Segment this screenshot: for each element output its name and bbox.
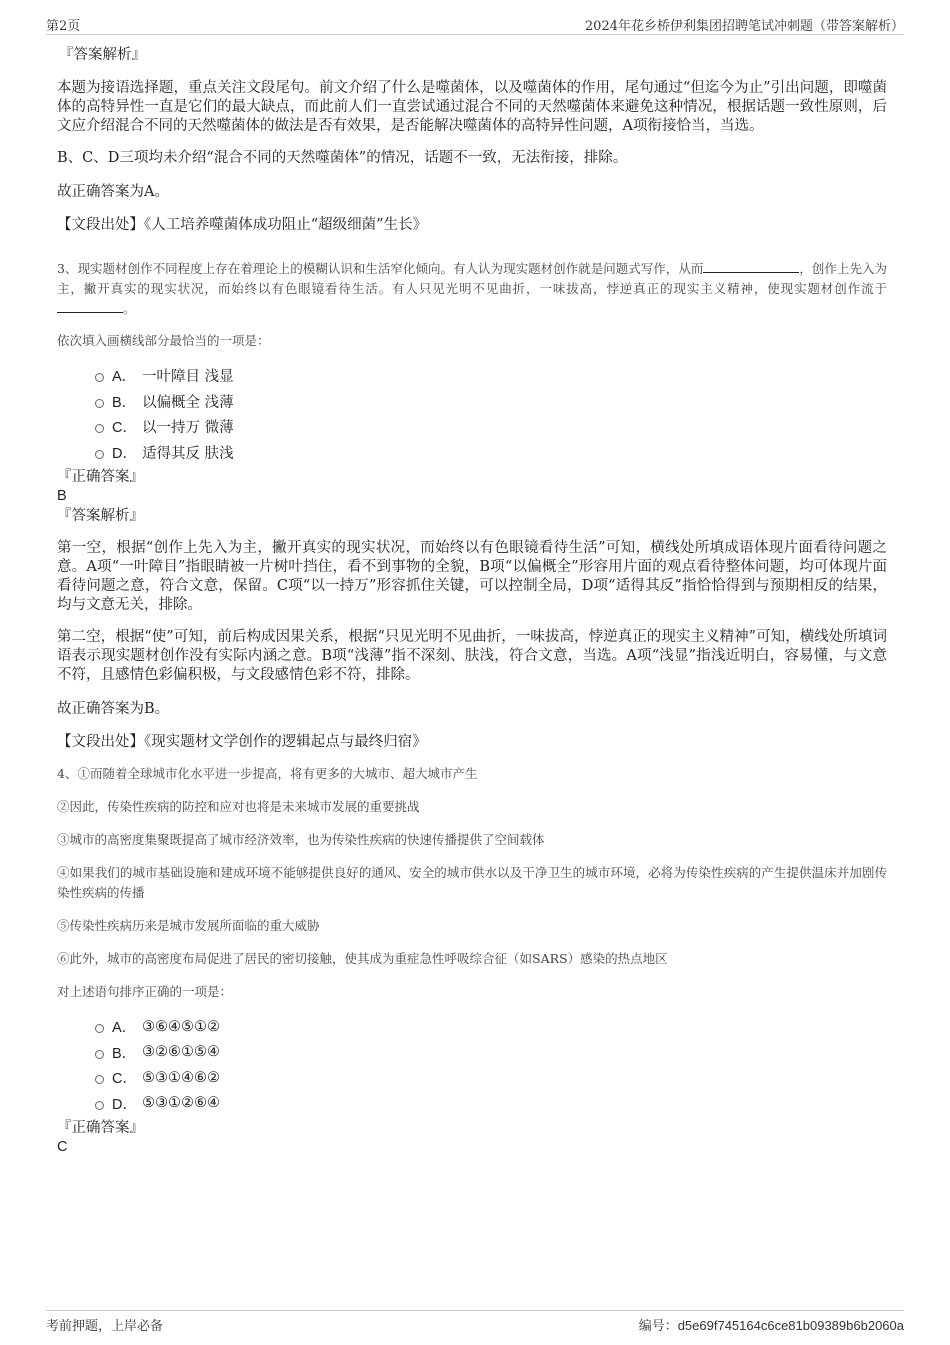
option-text: 适得其反 肤浅: [142, 445, 234, 462]
q4-sentence-5: ⑤传染性疾病历来是城市发展所面临的重大威胁: [57, 918, 320, 933]
page-number: 第2页: [46, 19, 81, 34]
option-text: ⑤③①②⑥④: [142, 1095, 220, 1112]
option-text: 以偏概全 浅薄: [142, 394, 234, 411]
q4-options: [57, 1014, 887, 1116]
radio-icon[interactable]: [95, 424, 104, 433]
option-letter: A．: [112, 1020, 137, 1037]
option-text: ⑤③①④⑥②: [142, 1069, 220, 1086]
option-letter: A．: [112, 369, 137, 386]
q3-option-b[interactable]: [95, 389, 887, 415]
q2-analysis-label: 『答案解析』: [59, 47, 146, 63]
radio-icon[interactable]: [95, 1024, 104, 1033]
radio-icon[interactable]: [95, 1050, 104, 1059]
q4-option-a[interactable]: [95, 1014, 887, 1040]
option-letter: D．: [112, 1096, 137, 1113]
q3-stem-part-1: 3、现实题材创作不同程度上存在着理论上的模糊认识和生活窄化倾向。有人认为现实题材创作就是问题式写作，从而: [57, 261, 704, 276]
q4-sentence-1: 4、①而随着全球城市化水平进一步提高，将有更多的大城市、超大城市产生: [57, 766, 478, 781]
page-content: [57, 46, 887, 1156]
q3-option-c[interactable]: [95, 414, 887, 440]
option-letter: B．: [112, 1045, 137, 1062]
q4-answer: C: [57, 1139, 68, 1155]
q2-analysis-paragraph-1: 本题为接语选择题，重点关注文段尾句。前文介绍了什么是噬菌体，以及噬菌体的作用，尾句通过“但迄今为止”引出问题，即噬菌体的高特异性一直是它们的最大缺点，而此前人们一直尝试通过混合不同的天然噬菌体来避免这种情况，根据话题一致性原则，后文应介绍混合不同的天然噬菌体的做法是否有效果，是否能解决噬菌体的高特异性问题，A项衔接恰当，当选。: [57, 80, 887, 134]
q3-option-d[interactable]: [95, 440, 887, 466]
option-text: 以一持万 微薄: [142, 420, 234, 437]
option-letter: C．: [112, 1071, 137, 1088]
q3-option-a[interactable]: [95, 363, 887, 389]
option-text: ③⑥④⑤①②: [142, 1018, 220, 1035]
q3-prompt: 依次填入画横线部分最恰当的一项是：: [57, 333, 270, 348]
q3-blank-2: [57, 300, 123, 313]
q3-stem-part-2: ，创作上先入为主，撇开真实的现实状况，而始终以有色眼镜看待生活。有人只见光明不见曲折，一味拔高，悖逆真正的现实主义精神，使现实题材创作流于: [57, 261, 887, 296]
radio-icon[interactable]: [95, 1101, 104, 1110]
radio-icon[interactable]: [95, 399, 104, 408]
q2-conclusion: 故正确答案为A。: [57, 184, 169, 200]
page-header: [46, 14, 904, 35]
q4-sentence-3: ③城市的高密度集聚既提高了城市经济效率，也为传染性疾病的快速传播提供了空间载体: [57, 832, 545, 847]
q4-option-d[interactable]: [95, 1091, 887, 1117]
q2-source: 【文段出处】《人工培养噬菌体成功阻止“超级细菌”生长》: [57, 217, 428, 233]
radio-icon[interactable]: [95, 373, 104, 382]
document-code: 编号：d5e69f745164c6ce81b09389b6b2060a: [638, 1318, 904, 1333]
option-letter: C．: [112, 420, 137, 437]
q3-blank-1: [703, 260, 799, 273]
q2-analysis-paragraph-2: B、C、D三项均未介绍“混合不同的天然噬菌体”的情况，话题不一致，无法衔接，排除。: [57, 150, 628, 166]
q3-stem-part-3: 。: [123, 301, 136, 316]
q3-options: [57, 363, 887, 465]
q3-stem: [57, 259, 887, 319]
q4-prompt: 对上述语句排序正确的一项是：: [57, 984, 233, 999]
q4-option-b[interactable]: [95, 1040, 887, 1066]
option-text: 一叶障目 浅显: [142, 369, 234, 386]
radio-icon[interactable]: [95, 1075, 104, 1084]
page-footer: [46, 1310, 904, 1335]
q4-sentence-4: ④如果我们的城市基础设施和建成环境不能够提供良好的通风、安全的城市供水以及干净卫生的城市环境，必将为传染性疾病的产生提供温床并加剧传染性疾病的传播: [57, 865, 887, 900]
q3-answer-label: 『正确答案』: [57, 469, 144, 485]
option-text: ③②⑥①⑤④: [142, 1044, 220, 1061]
option-letter: D．: [112, 445, 137, 462]
q3-source: 【文段出处】《现实题材文学创作的逻辑起点与最终归宿》: [57, 734, 427, 750]
q3-analysis-label: 『答案解析』: [57, 508, 144, 524]
q4-sentence-6: ⑥此外，城市的高密度布局促进了居民的密切接触，使其成为重症急性呼吸综合征（如SARS）感染的热点地区: [57, 951, 668, 966]
q3-analysis-paragraph-1: 第一空，根据“创作上先入为主，撇开真实的现实状况，而始终以有色眼镜看待生活”可知，横线处所填成语体现片面看待问题之意。A项“一叶障目”指眼睛被一片树叶挡住，看不到事物的全貌，B项“以偏概全”形容用片面的观点看待整体问题，均可体现片面看待问题之意，符合文意，保留。C项“以一持万”形容抓住关键，可以控制全局，D项“适得其反”指恰恰得到与预期相反的结果，均与文意无关，排除。: [57, 540, 887, 613]
q4-answer-label: 『正确答案』: [57, 1120, 144, 1136]
footer-slogan: 考前押题，上岸必备: [46, 1319, 164, 1334]
document-title: 2024年花乡桥伊利集团招聘笔试冲刺题（带答案解析）: [584, 19, 904, 34]
q3-analysis-paragraph-2: 第二空，根据“使”可知，前后构成因果关系，根据“只见光明不见曲折，一味拔高，悖逆真正的现实主义精神”可知，横线处所填词语表示现实题材创作没有实际内涵之意。B项“浅薄”指不深刻、肤浅，符合文意，当选。A项“浅显”指浅近明白，容易懂，与文意不符，且感情色彩偏积极，与文段感情色彩不符，排除。: [57, 629, 887, 683]
q4-sentence-2: ②因此，传染性疾病的防控和应对也将是未来城市发展的重要挑战: [57, 799, 420, 814]
option-letter: B．: [112, 394, 137, 411]
radio-icon[interactable]: [95, 450, 104, 459]
q3-conclusion: 故正确答案为B。: [57, 701, 170, 717]
q3-answer: B: [57, 488, 67, 504]
q4-option-c[interactable]: [95, 1065, 887, 1091]
